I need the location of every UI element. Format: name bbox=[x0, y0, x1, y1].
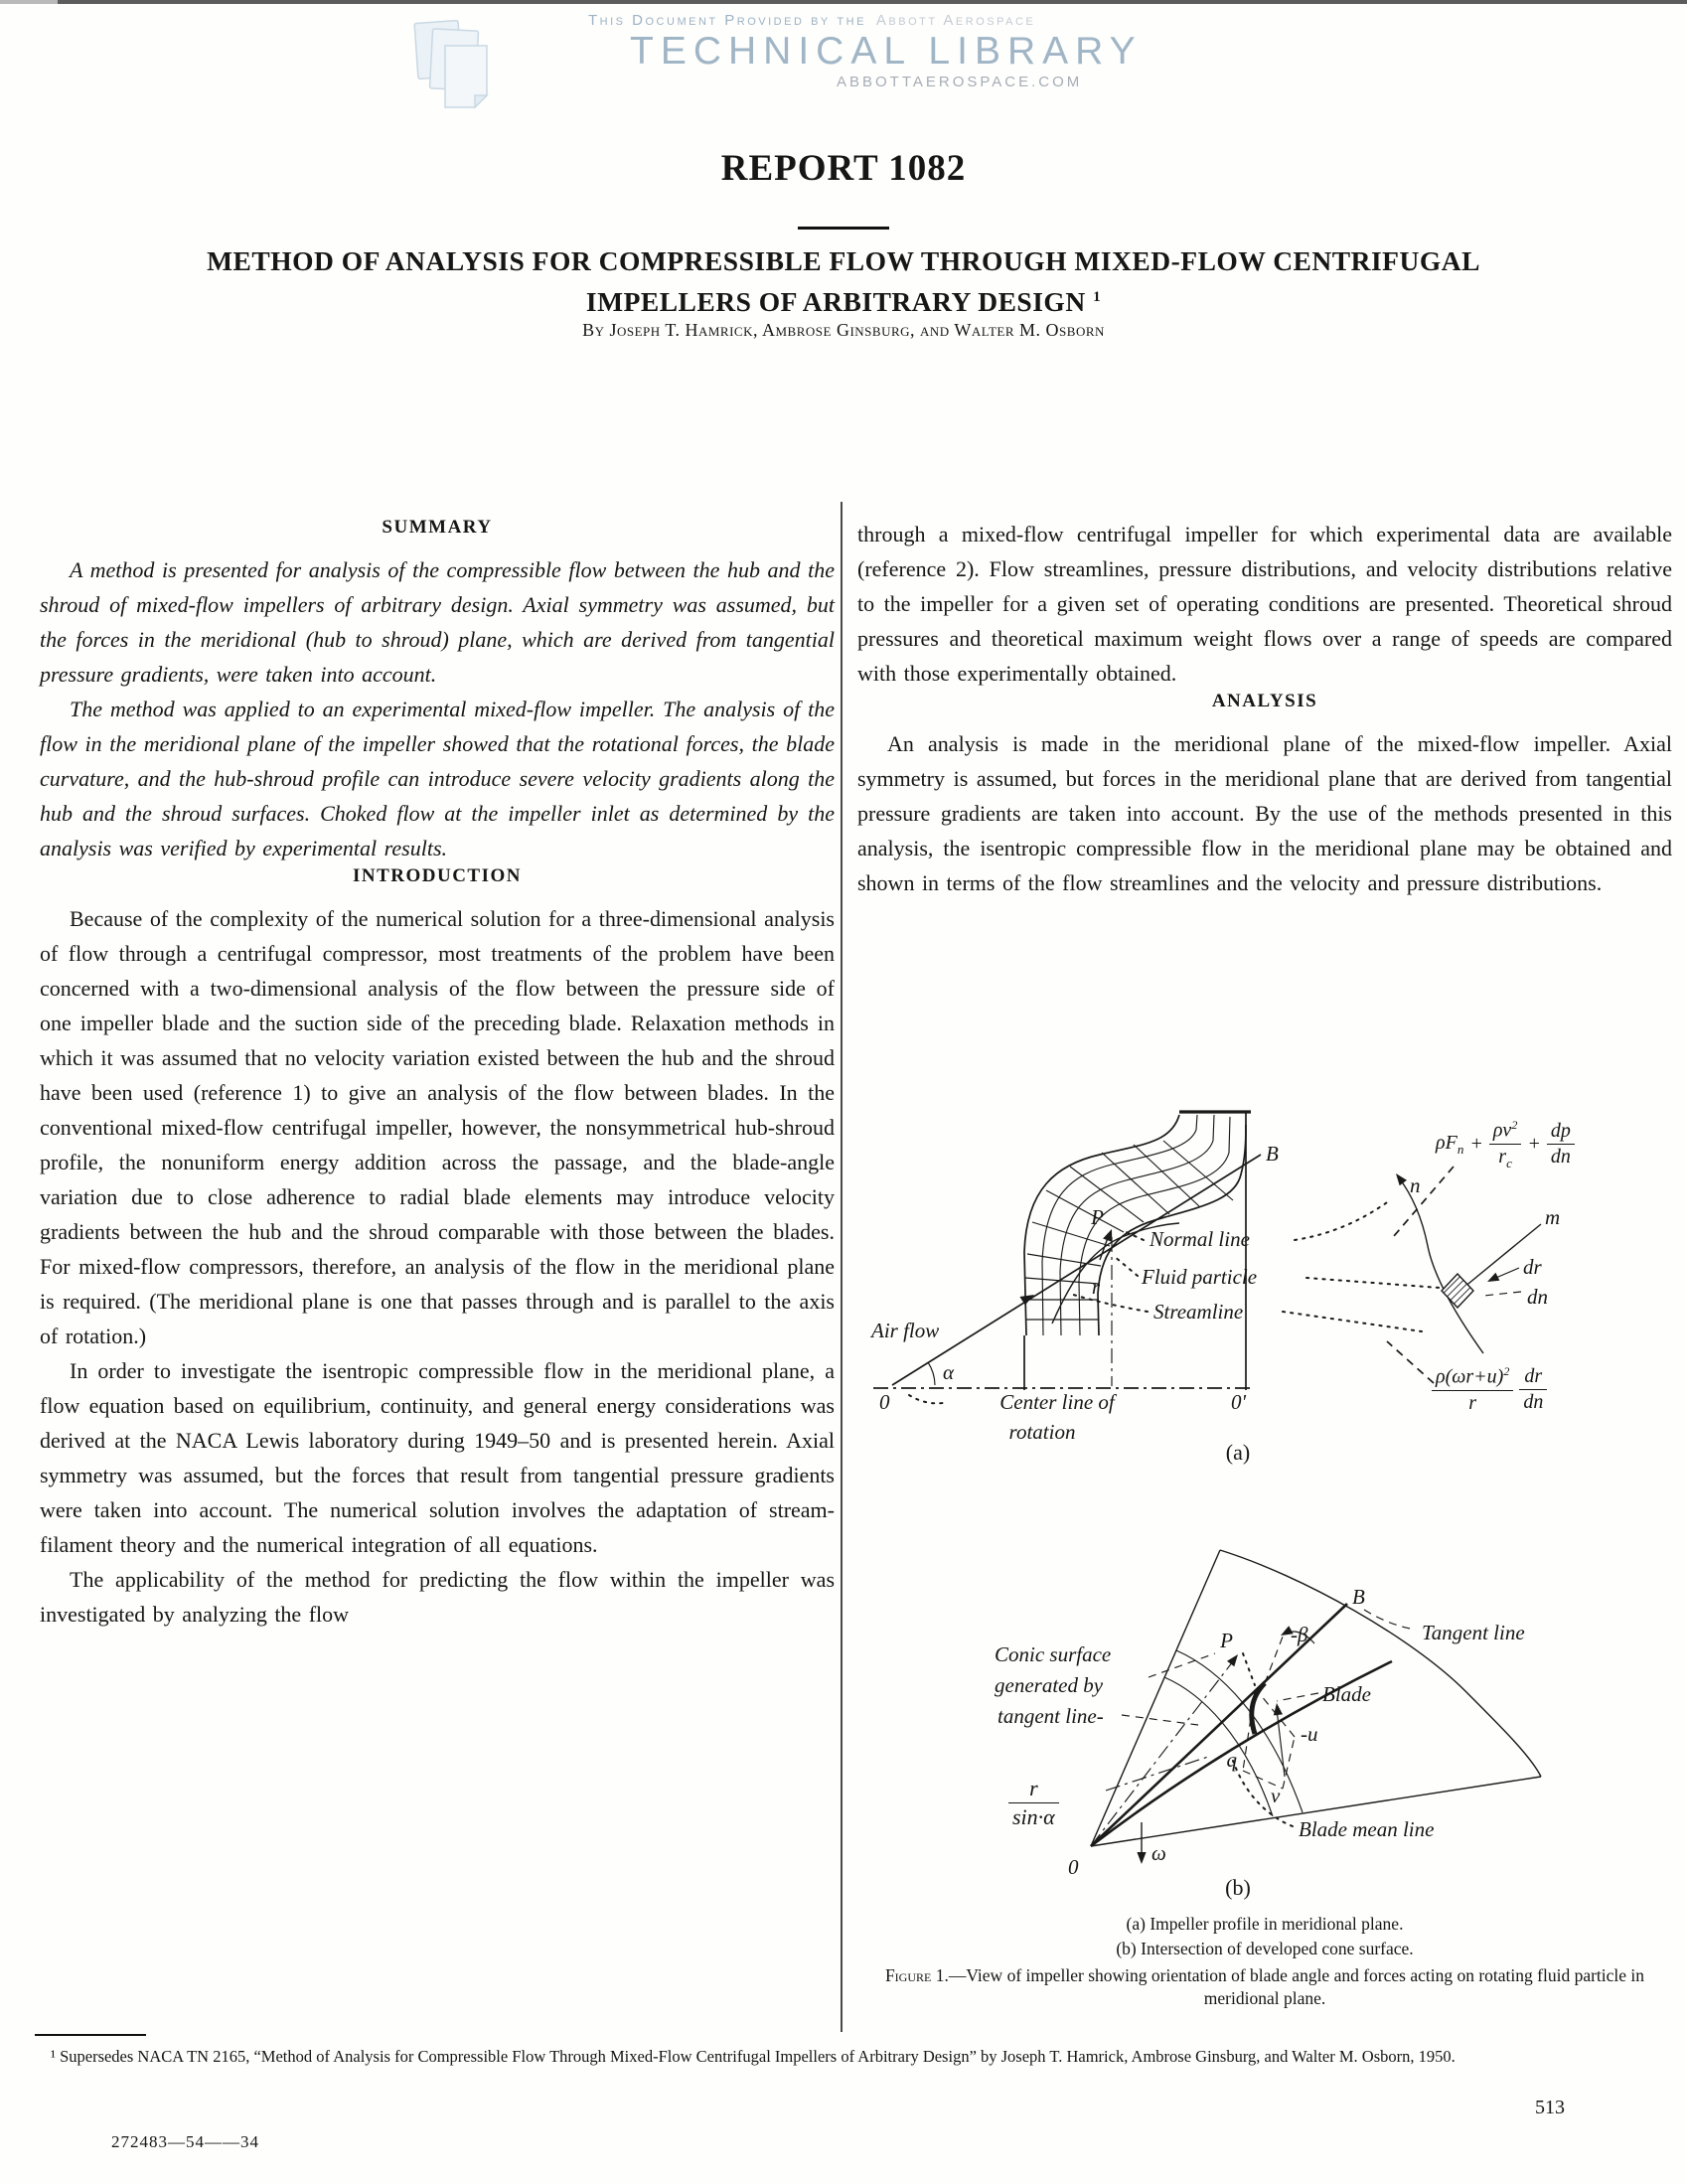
normal-equilibrium-equation: $\rho F_n$ + $\frac{\rho v^2}{r_c}$ + $\frac{dp}{dn}$ bbox=[1436, 1118, 1575, 1171]
column-divider bbox=[841, 502, 843, 2032]
fig-b-label-minus-u: -u bbox=[1301, 1722, 1318, 1746]
watermark-provided-by-text: This Document Provided by the bbox=[588, 12, 866, 29]
figure-1 bbox=[857, 1090, 1672, 2034]
analysis-heading: ANALYSIS bbox=[1211, 691, 1318, 711]
fig-b-label-blade: Blade bbox=[1322, 1682, 1371, 1706]
fig-b-subcaption: (b) bbox=[1225, 1875, 1251, 1900]
fig-a-label-alpha: α bbox=[943, 1360, 955, 1384]
fig-b-label-conic-3: tangent line- bbox=[997, 1704, 1104, 1728]
radius-r-over-sinalpha-line bbox=[1091, 1661, 1233, 1846]
figure-1-caption bbox=[845, 1964, 1684, 2010]
summary-paragraph-1: A method is presented for analysis of the compressible flow between the hub and the shroud of mixed-flow impellers of arbitrary design. Axial symmetry was assumed, but the forces in the meridional (hub to shroud) plane, which are derived from tangential pressure gradients, were taken into account. bbox=[40, 557, 835, 687]
analysis-paragraph-1: An analysis is made in the meridional plane of the mixed-flow impeller. Axial symmetry is assumed, but forces in the meridional plane that are derived from tangential pressure gradients are taken into account. By the use of the methods presented in this analysis, the isentropic compressible flow in the meridional plane may be obtained and shown in terms of the flow streamlines and the velocity and pressure distributions. bbox=[857, 731, 1672, 895]
centerline-leader bbox=[909, 1395, 943, 1403]
fig-a-label-centerline-2: rotation bbox=[1008, 1420, 1076, 1444]
page-top-edge-light bbox=[0, 0, 58, 4]
introduction-heading: INTRODUCTION bbox=[352, 865, 523, 886]
streamline-leader-right bbox=[1283, 1312, 1422, 1331]
bottom-formula-leader bbox=[1387, 1341, 1434, 1383]
cone-left-edge bbox=[1091, 1550, 1220, 1846]
inner-arc-2 bbox=[1176, 1650, 1303, 1812]
fig-a-caption: (a) Impeller profile in meridional plane. bbox=[1126, 1914, 1404, 1934]
p-point-leader bbox=[1243, 1653, 1255, 1685]
paper-title-line2: IMPELLERS OF ARBITRARY DESIGN bbox=[585, 286, 1086, 318]
normal-line-leader-right bbox=[1295, 1200, 1390, 1240]
streamline-leader-left bbox=[1070, 1294, 1148, 1312]
blade-label-leader bbox=[1277, 1693, 1318, 1701]
cone-outer-arc bbox=[1220, 1550, 1541, 1777]
summary-heading: SUMMARY bbox=[382, 517, 493, 538]
top-formula-leader bbox=[1394, 1167, 1454, 1236]
fig-b-label-B: B bbox=[1352, 1585, 1365, 1609]
continuation-paragraph: through a mixed-flow centrifugal impeller for which experimental data are available (reference 2). Flow streamlines, pressure distributions, and velocity distributions relative to the impeller for a given set of operating conditions are presented. Theoretical shroud pressures and theoretical maximum weight flows over a range of speeds are compared with those experimentally obtained. bbox=[857, 522, 1672, 686]
conic-leader-2 bbox=[1122, 1715, 1198, 1725]
figure-1-caption-label: Figure 1. bbox=[884, 1965, 949, 1985]
fig-a-label-n: n bbox=[1410, 1173, 1421, 1197]
footnote-rule bbox=[35, 2034, 146, 2036]
byline: By Joseph T. Hamrick, Ambrose Ginsburg, and Walter M. Osborn bbox=[582, 320, 1105, 340]
fluid-particle-leader-right bbox=[1306, 1278, 1440, 1288]
fig-b-label-tangent-line: Tangent line bbox=[1422, 1621, 1525, 1644]
watermark-url[interactable]: ABBOTTAEROSPACE.COM bbox=[837, 74, 1083, 90]
fig-a-label-origin: 0 bbox=[879, 1390, 890, 1414]
introduction-paragraph-3: The applicability of the method for predicting the flow within the impeller was investigated by analyzing the flow bbox=[40, 1567, 835, 1627]
paper-title bbox=[0, 242, 1687, 320]
fig-a-label-normal-line: Normal line bbox=[1150, 1227, 1250, 1251]
page-number: 513 bbox=[1535, 2097, 1565, 2118]
fluid-particle-leader-left bbox=[1114, 1256, 1138, 1276]
fig-b-label-omega: ω bbox=[1151, 1841, 1166, 1865]
summary-paragraph-2: The method was applied to an experimental mixed-flow impeller. The analysis of the flow in the meridional plane of the impeller showed that the rotational forces, the blade curvature, and the hub-shroud profile can introduce severe velocity gradients along the hub and the shroud surfaces. Choked flow at the impeller inlet as determined by the analysis was verified by experimental results. bbox=[40, 697, 835, 860]
fig-b-label-q: q bbox=[1226, 1748, 1237, 1772]
footnote: ¹ Supersedes NACA TN 2165, “Method of Analysis for Compressible Flow Through Mixed-Flow Centrifugal Impellers of Arbitrary Design” by Joseph T. Hamrick, Ambrose Ginsburg, and Walter M. Osborn, 1950. bbox=[51, 2047, 1456, 2066]
watermark-header bbox=[411, 4, 1143, 113]
tangent-line-leader bbox=[1364, 1610, 1416, 1630]
eq-frac-dr-dn: $\frac{dr}{dn}$ bbox=[1519, 1365, 1547, 1414]
rotational-force-equation bbox=[1432, 1364, 1547, 1415]
n-axis-curve bbox=[1398, 1176, 1483, 1353]
fig-a-label-origin-prime: 0' bbox=[1231, 1390, 1246, 1414]
blade-direction-extension bbox=[1265, 1632, 1285, 1683]
watermark-brand: Abbott Aerospace bbox=[875, 12, 1036, 29]
r-over-sin-alpha-fraction: $\frac{r}{\sin\cdot\alpha}$ bbox=[1008, 1776, 1059, 1830]
watermark-library-title: TECHNICAL LIBRARY bbox=[630, 30, 1143, 73]
left-column bbox=[40, 517, 835, 1632]
fig-a-label-B: B bbox=[1266, 1142, 1279, 1166]
fig-b-label-origin: 0 bbox=[1068, 1855, 1079, 1879]
eq-frac-rho-wru2-r: $\frac{\rho(\omega r+u)^2}{r}$ bbox=[1432, 1364, 1513, 1415]
fig-a-label-r: r bbox=[1091, 1275, 1100, 1299]
introduction-paragraph-1: Because of the complexity of the numerical solution for a three-dimensional analysis of flow through a centrifugal compressor, most treatments of the problem have been concerned with a two-dimensional analysis of the flow between the pressure side of one impeller blade and the suction side of the preceding blade. Relaxation methods in which it was assumed that no velocity variation existed between the hub and the shroud have been used (reference 1) to give an analysis of the flow between blades. In the conventional mixed-flow centrifugal impeller, however, the nonsymmetrical hub-shroud profile, the nonuniform energy addition across the passage, and the blade-angle variation due to close adherence to radial blade elements may introduce velocity gradients between the hub and the shroud comparable with those between the blades. For mixed-flow compressors, therefore, an analysis of the flow in the meridional plane is required. (The meridional plane is one that passes through and is parallel to the axis of rotation.) bbox=[40, 906, 835, 1348]
introduction-paragraph-2: In order to investigate the isentropic compressible flow in the meridional plane, a flow equation based on equilibrium, continuity, and general energy considerations was derived at the NACA Lewis laboratory during 1949–50 and is presented herein. Axial symmetry was assumed, but the forces that result from tangential pressure gradients were taken into account. The numerical solution involves the adaptation of stream-filament theory and the numerical integration of all equations. bbox=[40, 1358, 835, 1557]
fig-a-label-centerline-1: Center line of bbox=[999, 1390, 1115, 1414]
alpha-angle-arc bbox=[928, 1362, 935, 1385]
document-stack-icon bbox=[411, 20, 503, 111]
fig-a-label-m: m bbox=[1545, 1205, 1561, 1229]
fig-a-label-fluid-particle: Fluid particle bbox=[1142, 1265, 1258, 1289]
fig-a-label-air-flow: Air flow bbox=[871, 1319, 940, 1342]
conic-leader-1 bbox=[1149, 1653, 1215, 1677]
report-number: REPORT 1082 bbox=[720, 148, 967, 189]
figure-1-caption-text: —View of impeller showing orientation of blade angle and forces acting on rotating fluid particle in meridional plane. bbox=[948, 1965, 1645, 2008]
title-rule bbox=[798, 227, 889, 230]
paper-title-line1: METHOD OF ANALYSIS FOR COMPRESSIBLE FLOW THROUGH MIXED-FLOW CENTRIFUGAL bbox=[207, 245, 1480, 276]
fig-a-label-dr: dr bbox=[1523, 1255, 1542, 1279]
print-code: 272483—54——34 bbox=[111, 2132, 259, 2151]
fig-b-label-conic-2: generated by bbox=[995, 1673, 1104, 1697]
title-footnote-mark: 1 bbox=[1093, 289, 1102, 305]
eq-frac-dp-dn: $\frac{dp}{dn}$ bbox=[1547, 1120, 1575, 1169]
fig-a-label-streamline: Streamline bbox=[1153, 1300, 1244, 1324]
fig-a-label-P: P bbox=[1091, 1205, 1104, 1229]
fluid-particle-element bbox=[1442, 1274, 1473, 1308]
fig-b-label-P: P bbox=[1220, 1629, 1233, 1652]
dn-leader bbox=[1483, 1292, 1521, 1296]
eq-term-rho-Fn: ρF bbox=[1436, 1131, 1457, 1154]
fig-a-label-dn: dn bbox=[1527, 1285, 1548, 1309]
watermark-provided-by bbox=[588, 12, 1035, 29]
fig-b-label-conic-1: Conic surface bbox=[995, 1642, 1112, 1666]
figure-1b-diagram bbox=[857, 1534, 1672, 1897]
fig-b-label-beta: -β bbox=[1291, 1623, 1308, 1646]
fig-b-label-v: v bbox=[1271, 1784, 1281, 1807]
eq-frac-rho-v2-rc: $\frac{\rho v^2}{r_c}$ bbox=[1489, 1118, 1521, 1171]
fig-b-label-blade-mean-line: Blade mean line bbox=[1299, 1817, 1435, 1841]
fig-b-caption: (b) Intersection of developed cone surface. bbox=[1116, 1939, 1414, 1958]
fig-a-subcaption: (a) bbox=[1225, 1440, 1251, 1465]
